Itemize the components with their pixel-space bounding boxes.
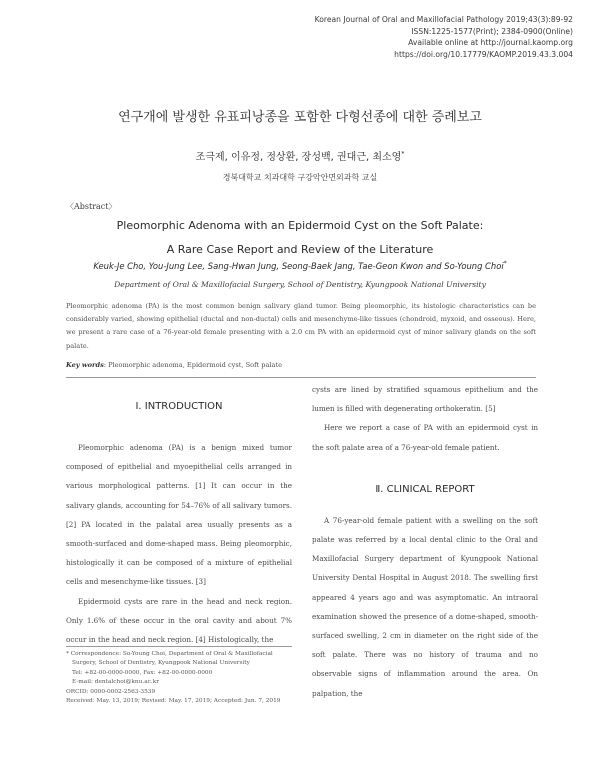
english-title — [0, 214, 600, 262]
korean-author-names: 조극제, 이유정, 정상환, 장성백, 권대근, 최소영 — [195, 152, 402, 163]
footnote-orcid: ORCID: 0000-0002-2563-3539 — [66, 688, 156, 695]
right-column — [312, 380, 538, 703]
footnote-dates: Received: May. 13, 2019; Revised: May. 17, 2019; Accepted: Jun. 7, 2019 — [66, 698, 281, 705]
korean-title: 연구개에 발생한 유표피낭종을 포함한 다형선종에 대한 증례보고 — [118, 110, 482, 125]
introduction-paragraph-2: Epidermoid cysts are rare in the head and neck region. Only 1.6% of these occur in the oral cavity and about 7% occur in the head and neck region. [4] Histologically, the — [66, 596, 292, 645]
keywords-text: Pleomorphic adenoma, Epidermoid cyst, Soft palate — [108, 361, 283, 369]
clinical-report-paragraph-1: A 76-year-old female patient with a swelling on the soft palate was referred by a local dental clinic to the Oral and Maxillofacial Surgery department of Kyungpook National University Dental Hospital in August 2018. The swelling first appeared 4 years ago and was asymptomatic. An intraoral examination showed the presence of a dome-shaped, smooth-surfaced swelling, 2 cm in diameter on the right side of the soft palate. There was no history of trauma and no observable signs of inflammation around the area. On palpation, the — [312, 515, 538, 698]
section-divider — [66, 377, 536, 378]
clinical-report-heading: Ⅱ. CLINICAL REPORT — [375, 483, 475, 495]
english-corresponding-mark: * — [503, 260, 507, 267]
abstract-tag: 〈Abstract〉 — [66, 202, 117, 211]
footnote-correspondence: * Correspondence: So-Young Choi, Department of Oral & Maxillofacial — [66, 651, 273, 657]
journal-availability: Available online at http://journal.kaomp.org — [408, 38, 573, 47]
keywords — [66, 361, 536, 369]
english-author-names: Keuk-Je Cho, You-Jung Lee, Sang-Hwan Jung, Seong-Baek Jang, Tae-Geon Kwon and So-Young Choi — [93, 260, 504, 271]
english-title-line-2: A Rare Case Report and Review of the Literature — [166, 243, 434, 256]
english-title-line-1: Pleomorphic Adenoma with an Epidermoid Cyst on the Soft Palate: — [116, 219, 484, 232]
introduction-heading: Ⅰ. INTRODUCTION — [135, 401, 223, 412]
korean-authors — [0, 148, 600, 163]
footnote-email: E-mail: dentalchoi@knu.ac.kr — [72, 679, 160, 686]
footnote — [66, 650, 292, 706]
journal-issn: ISSN:1225-1577(Print); 2384-0900(Online) — [411, 26, 573, 36]
journal-doi: https://doi.org/10.17779/KAOMP.2019.43.3.004 — [394, 49, 573, 59]
english-affiliation: Department of Oral & Maxillofacial Surgery, School of Dentistry, Kyungpook National University — [114, 280, 486, 289]
keywords-separator: : — [103, 361, 109, 369]
keywords-label: Key words — [66, 361, 104, 369]
footnote-tel-fax: Tel: +82-00-0000-0000, Fax: +82-00-0000-0000 — [72, 669, 213, 676]
korean-corresponding-mark: * — [401, 150, 405, 158]
footnote-divider — [66, 646, 292, 647]
english-authors — [0, 260, 600, 271]
korean-affiliation: 경북대학교 치과대학 구강악안면외과학 교실 — [222, 173, 378, 182]
introduction-paragraph-4: Here we report a case of PA with an epidermoid cyst in the soft palate area of a 76-year-old female patient. — [312, 423, 538, 452]
journal-citation: Korean Journal of Oral and Maxillofacial Pathology 2019;43(3):89-92 — [314, 15, 573, 24]
introduction-paragraph-3: cysts are lined by stratified squamous epithelium and the lumen is filled with degenerating orthokeratin. [5] — [312, 385, 538, 414]
introduction-paragraph-1: Pleomorphic adenoma (PA) is a benign mixed tumor composed of epithelial and myoepithelial cells arranged in various morphological patterns. [1] It can occur in the salivary glands, accounting for 54–76% of all salivary tumors. [2] PA located in the palatal area usually presents as a smooth-surfaced and dome-shaped mass. Being pleomorphic, histologically it can be composed of a mixture of epithelial cells and mesenchyme-like tissues. [3] — [66, 443, 292, 587]
footnote-correspondence-cont: Surgery, School of Dentistry, Kyungpook National University — [72, 660, 250, 667]
journal-header — [193, 14, 573, 60]
abstract-text: Pleomorphic adenoma (PA) is the most common benign salivary gland tumor. Being pleomorphic, its histologic characteristics can be considerably varied, showing epithelial (ductal and non-ductal) cells and mesenchyme-like tissues (chondroid, myxoid, and osseous). Here, we present a rare case of a 76-year-old female presenting with a 2.0 cm PA with an epidermoid cyst of minor salivary glands on the soft palate. — [66, 302, 536, 350]
left-column — [66, 400, 292, 649]
